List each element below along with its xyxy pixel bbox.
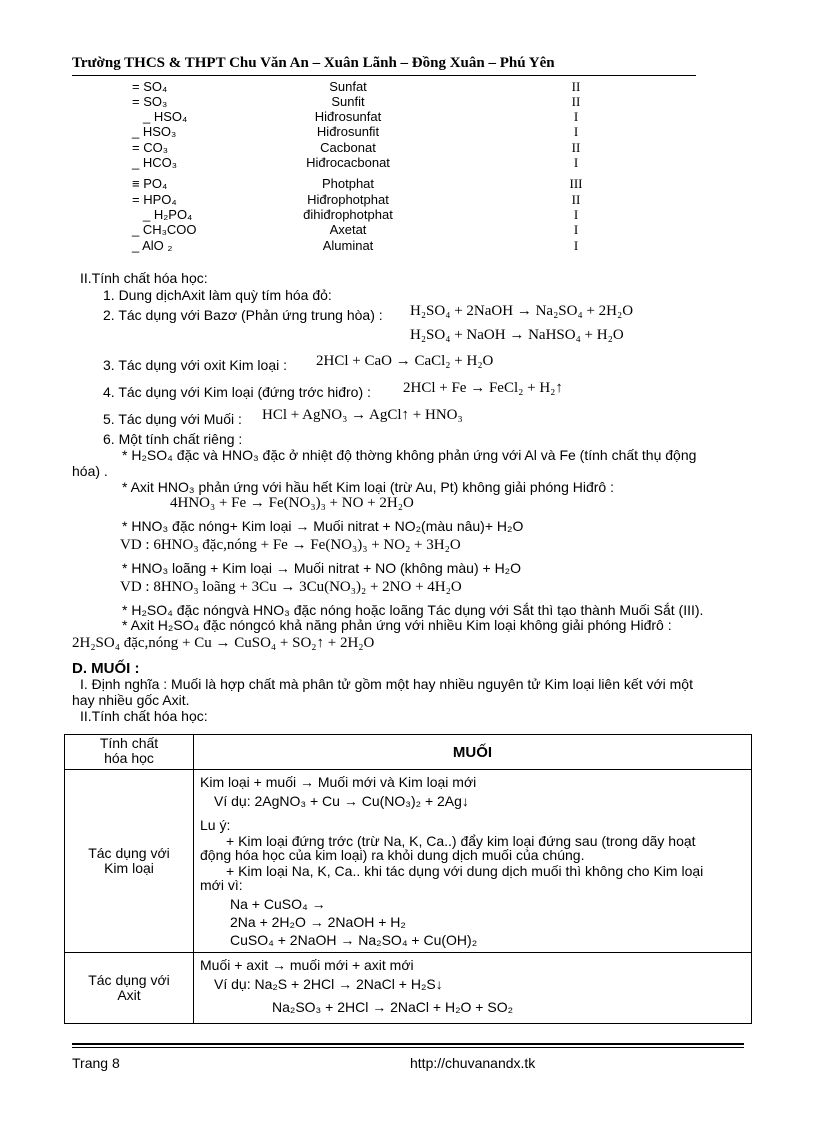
acid-chem-heading: II.Tính chất hóa học:: [80, 270, 208, 286]
radical-valence: II: [571, 140, 581, 155]
metal-note-1b: động hóa học của kim loại) ra khỏi dung dịch muối của chúng.: [200, 847, 585, 863]
radical-valence: I: [573, 109, 579, 124]
equation-hno3-fe: 4HNO₃ + Fe → Fe(NO₃)₃ + NO + 2H₂O: [170, 495, 414, 511]
radical-formula: = HPO₄: [132, 192, 177, 207]
header-rule: [72, 75, 696, 76]
radical-valence: I: [573, 124, 579, 139]
acid-prop-5-label: 5. Tác dụng với Muối :: [103, 411, 242, 427]
special-note-1a: * H₂SO₄ đặc và HNO₃ đặc ở nhiệt độ thờng không phản ứng với Al và Fe (tính chất thụ động: [122, 447, 697, 463]
acid-prop-3-label: 3. Tác dụng với oxit Kim loại :: [103, 357, 288, 373]
page-header-title: Trường THCS & THPT Chu Văn An – Xuân Lãnh – Đồng Xuân – Phú Yên: [72, 55, 555, 71]
radical-formula: _ HCO₃: [132, 155, 178, 170]
radical-formula: _ H₂PO₄: [143, 207, 193, 222]
metal-eq-3: CuSO₄ + 2NaOH → Na₂SO₄ + Cu(OH)₂: [230, 932, 478, 948]
radical-name: Photphat: [321, 176, 375, 191]
metal-note-heading: Lu ý:: [200, 817, 231, 833]
radical-formula: _ AlO ₂: [132, 238, 173, 253]
salt-definition-a: I. Định nghĩa : Muối là hợp chất mà phân tử gồm một hay nhiều nguyên tử Kim loại liên kết với một: [80, 676, 693, 692]
salt-chem-heading: II.Tính chất hóa học:: [80, 708, 208, 724]
radical-valence: II: [571, 79, 581, 94]
equation-h2so4-cu: 2H₂SO₄ đặc,nóng + Cu → CuSO₄ + SO₂↑ + 2H₂O: [72, 635, 375, 651]
acid-prop-1: 1. Dung dịchAxit làm quỳ tím hóa đỏ:: [103, 287, 332, 303]
radical-valence: III: [569, 176, 583, 191]
radical-valence: I: [573, 222, 579, 237]
equation-metal: 2HCl + Fe → FeCl₂ + H₂↑: [403, 380, 563, 396]
acid-prop-2-label: 2. Tác dụng với Bazơ (Phản ứng trung hòa) :: [103, 307, 383, 323]
radical-name: Hiđrosunfit: [316, 124, 380, 139]
radical-valence: I: [573, 155, 579, 170]
footer-rule-top: [72, 1043, 744, 1045]
metal-eq-1: Na + CuSO₄ →: [230, 896, 326, 912]
acid-prop-4-label: 4. Tác dụng với Kim loại (đứng trớc hiđro) :: [103, 384, 371, 400]
equation-neutralization-1: H₂SO₄ + 2NaOH → Na₂SO₄ + 2H₂O: [410, 303, 634, 319]
metal-note-2a: + Kim loại Na, K, Ca.. khi tác dụng với dung dịch muối thì không cho Kim loại: [226, 863, 704, 879]
radical-valence: II: [571, 192, 581, 207]
salt-definition-b: hay nhiều gốc Axit.: [72, 692, 190, 708]
radical-name: Aluminat: [322, 238, 374, 253]
page-number: Trang 8: [72, 1055, 120, 1071]
header-salt: MUỐI: [194, 735, 752, 770]
radical-name: Hiđrocacbonat: [306, 155, 390, 170]
radical-name: Sunfat: [329, 79, 367, 94]
metal-eq-2: 2Na + 2H₂O → 2NaOH + H₂: [230, 914, 406, 930]
special-note-4: * HNO₃ loãng + Kim loại → Muối nitrat + NO (không màu) + H₂O: [122, 560, 522, 576]
radical-name: Cacbonat: [320, 140, 376, 155]
radical-formula: = SO₃: [132, 94, 168, 109]
footer-rule-bottom: [72, 1047, 744, 1048]
acid-example-1: Ví dụ: Na₂S + 2HCl → 2NaCl + H₂S↓: [214, 976, 443, 992]
row-label-metal: Tác dụng với Kim loại: [65, 770, 194, 953]
special-note-3: * HNO₃ đặc nóng+ Kim loại → Muối nitrat + NO₂(màu nâu)+ H₂O: [122, 518, 524, 534]
footer-url[interactable]: http://chuvanandx.tk: [410, 1055, 536, 1071]
table-header-row: [65, 735, 752, 770]
metal-note-1a: + Kim loại đứng trớc (trừ Na, K, Ca..) đẩy kim loại đứng sau (trong dãy hoạt: [226, 833, 696, 849]
equation-concentrated-hno3: VD : 6HNO₃ đặc,nóng + Fe → Fe(NO₃)₃ + NO₂ + 3H₂O: [120, 537, 461, 553]
radical-formula: = SO₄: [132, 79, 168, 94]
special-note-2: * Axit HNO₃ phản ứng với hầu hết Kim loại (trừ Au, Pt) không giải phóng Hiđrô :: [122, 479, 614, 495]
row-content-metal: [194, 770, 752, 953]
salt-properties-table: [64, 734, 752, 1024]
special-note-5: * H₂SO₄ đặc nóngvà HNO₃ đặc nóng hoặc loãng Tác dụng với Sắt thì tạo thành Muối Sắt (III).: [122, 602, 704, 618]
equation-dilute-hno3: VD : 8HNO₃ loãng + 3Cu → 3Cu(NO₃)₂ + 2NO + 4H₂O: [120, 579, 462, 595]
radical-valence: I: [573, 207, 579, 222]
radical-valence: II: [571, 94, 581, 109]
radical-name: Hiđrosunfat: [314, 109, 382, 124]
special-note-6: * Axit H₂SO₄ đặc nóngcó khả năng phản ứng với nhiều Kim loại không giải phóng Hiđrô :: [122, 617, 672, 633]
special-note-1b: hóa) .: [72, 463, 108, 479]
equation-neutralization-2: H₂SO₄ + NaOH → NaHSO₄ + H₂O: [410, 327, 624, 343]
equation-oxide: 2HCl + CaO → CaCl₂ + H₂O: [316, 353, 494, 369]
metal-example: Ví dụ: 2AgNO₃ + Cu → Cu(NO₃)₂ + 2Ag↓: [214, 793, 469, 809]
equation-salt: HCl + AgNO₃ → AgCl↑ + HNO₃: [262, 407, 463, 423]
header-property: Tính chất hóa học: [65, 735, 194, 770]
row-content-acid: [194, 953, 752, 1024]
radical-valence: I: [573, 238, 579, 253]
radical-name: Hiđrophotphat: [307, 192, 389, 207]
radical-name: đihiđrophotphat: [303, 207, 393, 222]
metal-note-2b: mới vì:: [200, 877, 243, 893]
radical-formula: _ HSO₄: [143, 109, 188, 124]
acid-prop-6: 6. Một tính chất riêng :: [103, 431, 243, 447]
row-label-acid: Tác dụng với Axit: [65, 953, 194, 1024]
acid-rule: Muối + axit → muối mới + axit mới: [200, 957, 414, 973]
salt-section-title: D. MUỐI :: [72, 660, 140, 677]
radical-formula: _ HSO₃: [132, 124, 177, 139]
table-row: [65, 770, 752, 953]
table-row: [65, 953, 752, 1024]
radical-name: Sunfit: [331, 94, 365, 109]
metal-rule: Kim loại + muối → Muối mới và Kim loại mới: [200, 774, 477, 790]
acid-example-2: Na₂SO₃ + 2HCl → 2NaCl + H₂O + SO₂: [272, 999, 514, 1015]
radical-formula: = CO₃: [132, 140, 168, 155]
radical-name: Axetat: [329, 222, 367, 237]
radical-formula: ≡ PO₄: [132, 176, 168, 191]
radical-formula: _ CH₃COO: [132, 222, 197, 237]
